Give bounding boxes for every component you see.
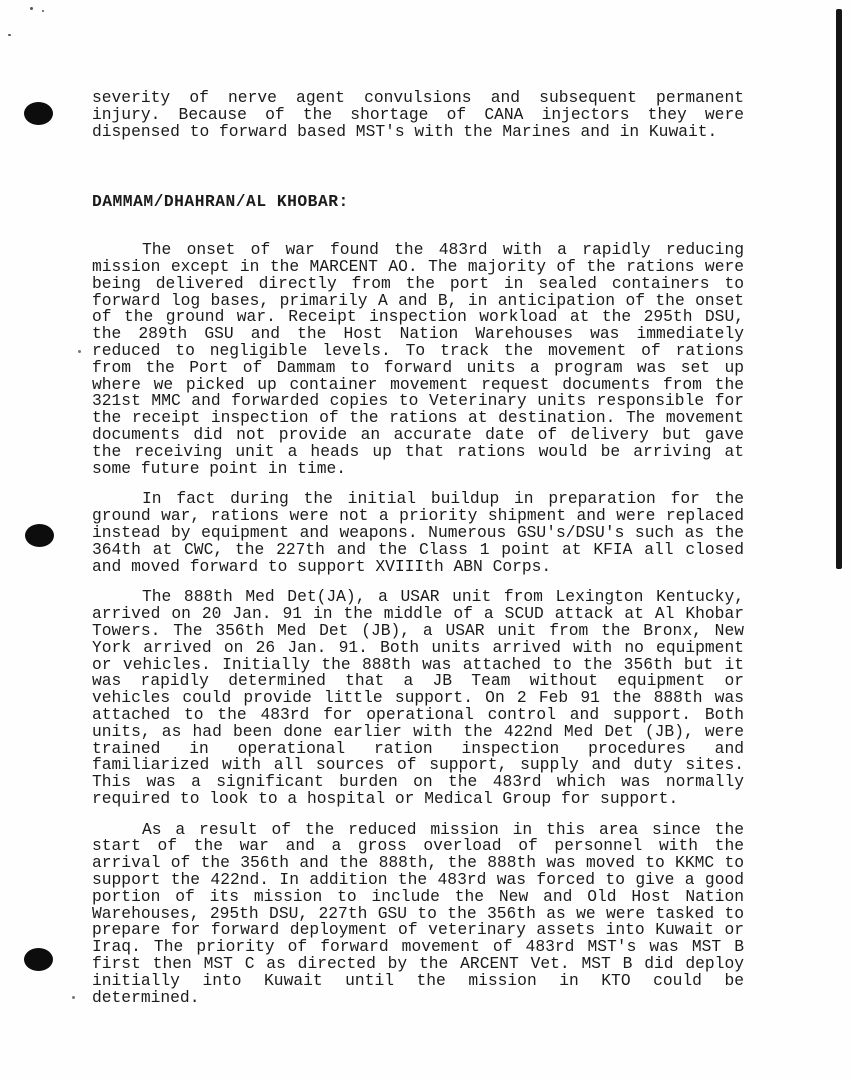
hole-punch-mark-bottom bbox=[24, 948, 53, 971]
body-paragraph-4: As a result of the reduced mission in this area since the start of the war and a gross overload of personnel with the arrival of the 356th and the 888th, the 888th was moved to KKMC to support the 422nd. In addition the 483rd was forced to give a good portion of its mission to include the New and Old Host Nation Warehouses, 295th DSU, 227th GSU to the 356th as we were tasked to prepare for forward deployment of veterinary assets into Kuwait or Iraq. The priority of forward movement of 483rd MST's was MST B first then MST C as directed by the ARCENT Vet. MST B did deploy initially into Kuwait until the mission in KTO could be determined. bbox=[92, 819, 744, 1007]
continuation-paragraph: severity of nerve agent convulsions and subsequent permanent injury. Because of the shortage of CANA injectors they were dispensed to forward based MST's with the Marines and in Kuwait. bbox=[92, 88, 744, 141]
body-paragraph-1: The onset of war found the 483rd with a rapidly reducing mission except in the MARCENT AO. The majority of the rations were being delivered directly from the port in sealed containers to forward log bases, primarily A and B, in anticipation of the onset of the ground war. Receipt inspection workload at the 295th DSU, the 289th GSU and the Host Nation Warehouses was immediately reduced to negligible levels. To track the movement of rations from the Port of Dammam to forward units a program was set up where we picked up container movement request documents from the 321st MMC and forwarded copies to Veterinary units responsible for the receipt inspection of the rations at destination. The movement documents did not provide an accurate date of delivery but gave the receiving unit a heads up that rations would be arriving at some future point in time. bbox=[92, 240, 744, 478]
hole-punch-mark-top bbox=[24, 102, 53, 125]
scan-speck bbox=[78, 350, 81, 353]
section-heading: DAMMAM/DHAHRAN/AL KHOBAR: bbox=[92, 192, 349, 212]
scan-speck bbox=[72, 996, 75, 999]
scan-speck bbox=[42, 10, 44, 12]
hole-punch-mark-middle bbox=[25, 524, 54, 547]
scan-artifact-line bbox=[836, 9, 842, 569]
body-paragraph-3: The 888th Med Det(JA), a USAR unit from Lexington Kentucky, arrived on 20 Jan. 91 in the middle of a SCUD attack at Al Khobar Towers. The 356th Med Det (JB), a USAR unit from the Bronx, New York arrived on 26 Jan. 91. Both units arrived with no equipment or vehicles. Initially the 888th was attached to the 356th but it was rapidly determined that a JB Team without equipment or vehicles could provide little support. On 2 Feb 91 the 888th was attached to the 483rd for operational control and support. Both units, as had been done earlier with the 422nd Med Det (JB), were trained in operational ration inspection procedures and familiarized with all sources of support, supply and duty sites. This was a significant burden on the 483rd which was normally required to look to a hospital or Medical Group for support. bbox=[92, 587, 744, 808]
body-paragraph-2: In fact during the initial buildup in preparation for the ground war, rations were not a priority shipment and were replaced instead by equipment and weapons. Numerous GSU's/DSU's such as the 364th at CWC, the 227th and the Class 1 point at KFIA all closed and moved forward to support XVIIIth ABN Corps. bbox=[92, 489, 744, 576]
scan-speck bbox=[8, 34, 11, 36]
scan-speck bbox=[30, 7, 33, 10]
document-text bbox=[92, 90, 744, 1006]
